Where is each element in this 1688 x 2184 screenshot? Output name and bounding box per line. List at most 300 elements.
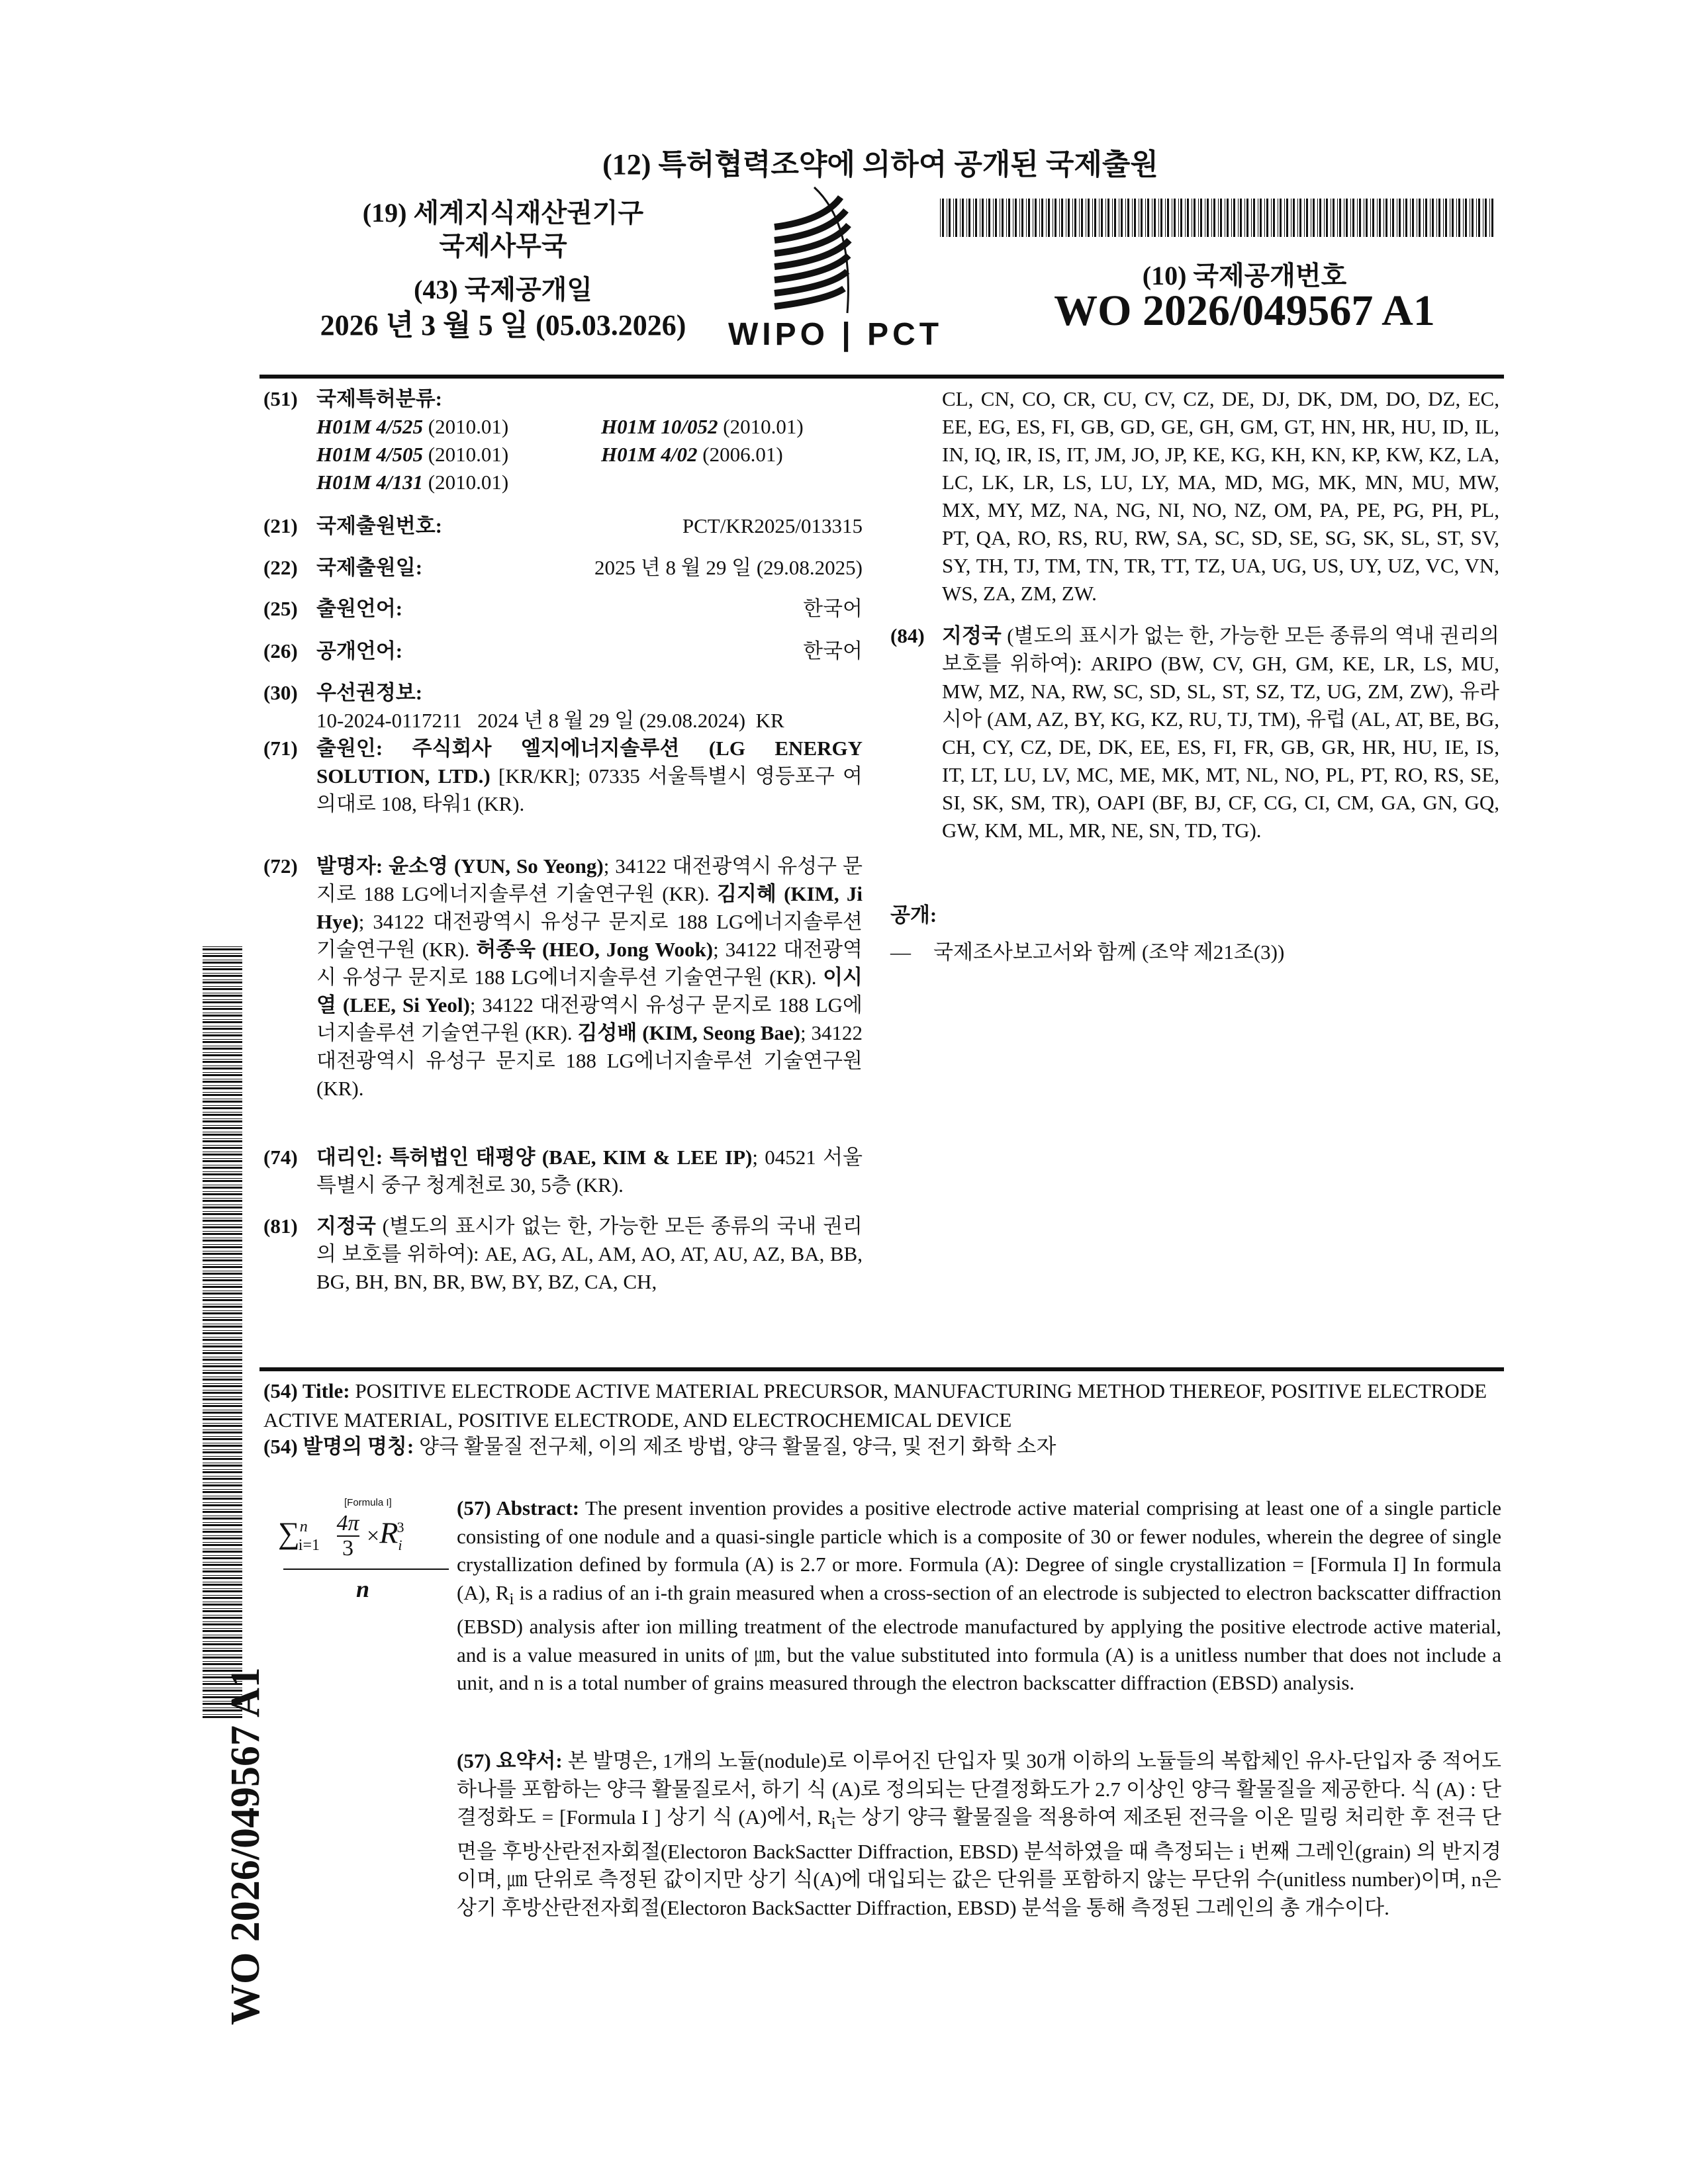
barcode-bar (203, 1630, 242, 1632)
barcode-bar (1145, 199, 1146, 237)
barcode-bar (1339, 199, 1341, 237)
barcode-bar (203, 1425, 242, 1427)
barcode-bar (203, 1551, 242, 1553)
barcode-bar (203, 1482, 242, 1483)
barcode-bar (203, 1293, 242, 1295)
barcode-bar (203, 1458, 242, 1460)
barcode-bar (1324, 199, 1325, 237)
abstract-divider (259, 1367, 1504, 1371)
barcode-bar (203, 1273, 242, 1275)
priority-data: 10-2024-0117211 2024 년 8 월 29 일 (29.08.2024) KR (316, 707, 863, 735)
barcode-bar (203, 1085, 242, 1086)
barcode-bar (1244, 199, 1245, 237)
barcode-bar (203, 1008, 242, 1010)
barcode-bar (203, 1537, 242, 1539)
barcode-bar (203, 1590, 242, 1592)
application-date: 2025 년 8 월 29 일 (29.08.2025) (594, 554, 863, 582)
barcode-bar (203, 1081, 242, 1083)
barcode-bar (1002, 199, 1004, 237)
barcode-bar (1132, 199, 1133, 237)
barcode-bar (986, 199, 987, 237)
designated-states-continued: CL, CN, CO, CR, CU, CV, CZ, DE, DJ, DK, DM, DO, DZ, EC, EE, EG, ES, FI, GB, GD, GE, GH, GM, GT, HN, HR, HU, ID, IL, IN, IQ, IR, IS, IT, JM, JO, JP, KE, KG, KH, KN, KP, KW, KZ, LA, LC, LK, LR, LS, LU, LY, MA, MD, MG, MK, MN, MU, MW, MX, MY, MZ, NA, NG, NI, NO, NZ, OM, PA, PE, PG, PH, PL, PT, QA, RO, RS, RU, RW, SA, SC, SD, SE, SG, SK, SL, ST, SV, SY, TH, TJ, TM, TN, TR, TT, TZ, UA, UG, US, UY, UZ, VC, VN, WS, ZA, ZM, ZW. (890, 385, 1499, 608)
barcode-bar (203, 981, 242, 983)
barcode-bar (203, 1531, 242, 1533)
barcode-bar (1200, 199, 1202, 237)
inventor-name: 이시열 (LEE, Si Yeol) (316, 966, 863, 1017)
barcode-bar (1101, 199, 1103, 237)
barcode-bar (203, 1259, 242, 1261)
barcode-bar (1178, 199, 1179, 237)
barcode-bar (1211, 199, 1212, 237)
document-type-heading: (12) 특허협력조약에 의하여 공개된 국제출원 (0, 140, 1688, 183)
barcode-bar (1233, 199, 1235, 237)
barcode-bar (995, 199, 997, 237)
barcode-bar (203, 1074, 242, 1076)
barcode-bar (203, 1385, 242, 1387)
barcode-bar (203, 1231, 242, 1232)
barcode-bar (203, 1522, 242, 1523)
barcode-bar (1326, 199, 1328, 237)
barcode-bar (203, 1220, 242, 1222)
barcode-bar (1359, 199, 1361, 237)
barcode-bar (203, 1206, 242, 1208)
inventor-name: 김성배 (KIM, Seong Bae) (578, 1021, 800, 1044)
barcode-bar (203, 1006, 242, 1007)
barcode-bar (1240, 199, 1242, 237)
barcode-bar (203, 1332, 242, 1334)
barcode-bar (1253, 199, 1255, 237)
barcode-bar (1088, 199, 1090, 237)
barcode-bar (1489, 199, 1490, 237)
barcode-bar (1180, 199, 1182, 237)
barcode-bar (203, 1105, 242, 1106)
abstract-ko: (57) 요약서: 본 발명은, 1개의 노듈(nodule)로 이루어진 단입자 및 30개 이하의 노듈들의 복합체인 유사-단입자 중 적어도 하나를 포함하는 양극 활물질로서, 하기 식 (A)로 정의되는 단결정화도가 2.7 이상인 양극 활물질을 제공한다. 식 (A) : 단결정화도 = [Formula I ] 상기 식 (A)에서, Ri는 상기 양극 활물질을 적용하여 제조된 전극을 이온 밀링 처리한 후 전극 단면을 후방산란전자회절(Electoron BackSactter Diffraction, EBSD) 분석하였을 때 측정되는 i 번째 그레인(grain) 의 반지경이며, ㎛ 단위로 측정된 값이지만 상기 식(A)에 대입되는 값은 단위를 포함하지 않는 무단위 수(unitless number)이며, n은 상기 후방산란전자회절(Electoron BackSactter Diffraction, EBSD) 분석을 통해 측정된 그레인의 총 개수이다. (457, 1747, 1501, 1922)
barcode-bar (203, 1041, 242, 1043)
barcode-bar (203, 1246, 242, 1248)
barcode-bar (203, 1352, 242, 1354)
barcode-bar (203, 1297, 242, 1298)
barcode-bar (1366, 199, 1368, 237)
barcode-bar (1458, 199, 1460, 237)
barcode-bar (1160, 199, 1162, 237)
barcode-bar (1485, 199, 1487, 237)
barcode-bar (203, 1284, 242, 1285)
barcode-bar (993, 199, 994, 237)
barcode-bar (1436, 199, 1437, 237)
barcode-bar (1390, 199, 1391, 237)
barcode-bar (203, 1610, 242, 1612)
barcode-bar (203, 1562, 242, 1563)
organization-name: (19) 세계지식재산권기구 (318, 196, 688, 230)
barcode-bar (203, 1158, 242, 1159)
inventor-name: 윤소영 (YUN, So Yeong) (389, 854, 604, 878)
barcode-bar (1092, 199, 1093, 237)
barcode-bar (1271, 199, 1272, 237)
barcode-bar (203, 1456, 242, 1457)
barcode-bar (1392, 199, 1394, 237)
agent-name: 특허법인 태평양 (BAE, KIM & LEE IP) (389, 1146, 752, 1169)
barcode-bar (203, 1345, 242, 1347)
barcode-bar (1231, 199, 1232, 237)
barcode-bar (203, 999, 242, 1000)
published-label: 공개: (890, 901, 1499, 929)
barcode-bar (203, 1326, 242, 1328)
barcode-bar (1352, 199, 1354, 237)
barcode-bar (203, 1138, 242, 1139)
barcode-bar (203, 1648, 242, 1649)
ipc-code: H01M 4/131 (2010.01) (316, 469, 601, 496)
wipo-logo-icon (761, 184, 854, 316)
barcode-bar (1280, 199, 1282, 237)
barcode-bar (203, 1617, 242, 1619)
barcode-bar (1213, 199, 1215, 237)
barcode-bar (203, 1266, 242, 1268)
barcode-bar (203, 1608, 242, 1609)
barcode-bar (203, 1604, 242, 1606)
barcode-bar (1048, 199, 1050, 237)
barcode-bar (1174, 199, 1176, 237)
barcode-bar (203, 979, 242, 980)
barcode-bar (203, 1432, 242, 1433)
barcode-bar (203, 1564, 242, 1566)
formula-tag: [Formula I] (344, 1497, 392, 1508)
barcode-bar (203, 1412, 242, 1414)
field-label: 국제출원번호: (316, 512, 442, 540)
barcode-bar (203, 1061, 242, 1063)
applicant-address: [KR/KR]; 07335 서울특별시 영등포구 여의대로 108, 타워1 (KR). (316, 764, 863, 815)
barcode-bar (1346, 199, 1348, 237)
barcode-bar (203, 1337, 242, 1338)
barcode-bar (1379, 199, 1381, 237)
barcode-bar (1445, 199, 1447, 237)
publication-language-section: (26) 공개언어: 한국어 (263, 637, 863, 665)
barcode-bar (203, 1641, 242, 1642)
barcode-bar (203, 1524, 242, 1526)
barcode-bar (203, 1233, 242, 1235)
barcode-bar (203, 1187, 242, 1189)
barcode-bar (203, 1471, 242, 1473)
barcode-bar (1385, 199, 1387, 237)
barcode-bar (203, 1643, 242, 1645)
barcode-bar (203, 1317, 242, 1318)
barcode-bar (1463, 199, 1464, 237)
barcode-bar (203, 1657, 242, 1659)
barcode-bar (203, 1092, 242, 1093)
barcode-bar (203, 1535, 242, 1536)
header-divider (259, 375, 1504, 379)
ipc-section (263, 385, 863, 496)
barcode-bar (203, 968, 242, 970)
barcode-bar (1081, 199, 1083, 237)
barcode-bar (203, 1160, 242, 1162)
title-ko: (54) 발명의 명칭: 양극 활물질 전구체, 이의 제조 방법, 양극 활물질, 양극, 및 전기 화학 소자 (263, 1430, 1056, 1459)
barcode-bar (1304, 199, 1305, 237)
barcode-bar (203, 986, 242, 987)
barcode-bar (1491, 199, 1493, 237)
barcode-bar (203, 1094, 242, 1096)
barcode-bar (203, 1125, 242, 1126)
barcode-bar (203, 1398, 242, 1400)
barcode-bar (203, 1418, 242, 1420)
barcode-bar (203, 1068, 242, 1069)
barcode-bar (203, 1072, 242, 1073)
barcode-bar (203, 1330, 242, 1331)
barcode-bar (955, 199, 957, 237)
vertical-publication-number: WO 2026/049567 A1 (222, 1667, 269, 2025)
barcode-bar (203, 1491, 242, 1493)
barcode-bar (1015, 199, 1017, 237)
barcode-bar (203, 1101, 242, 1103)
barcode-bar (203, 1032, 242, 1033)
published-section: 공개: — 국제조사보고서와 함께 (조약 제21조(3)) (890, 901, 1499, 966)
barcode-bar (1383, 199, 1384, 237)
barcode-bar (1072, 199, 1073, 237)
barcode-bar (1425, 199, 1427, 237)
barcode-bar (1299, 199, 1301, 237)
barcode-bar (942, 199, 944, 237)
barcode-bar (203, 1363, 242, 1364)
barcode-bar (203, 1465, 242, 1467)
applicant-name: 주식회사 엘지에너지솔루션 (LG ENERGY SOLUTION, LTD.) (316, 737, 863, 788)
barcode-bar (203, 1650, 242, 1652)
barcode-bar (1165, 199, 1166, 237)
barcode-bar (203, 1028, 242, 1030)
barcode-bar (203, 1436, 242, 1437)
application-date-section: (22) 국제출원일: 2025 년 8 월 29 일 (29.08.2025) (263, 554, 863, 582)
barcode-bar (203, 1286, 242, 1288)
barcode-bar (1220, 199, 1222, 237)
barcode-bar (203, 1167, 242, 1169)
barcode-bar (1319, 199, 1321, 237)
barcode-bar (203, 1171, 242, 1172)
barcode-bar (1260, 199, 1262, 237)
barcode-bar (203, 1112, 242, 1113)
barcode-bar (203, 962, 242, 964)
barcode-bar (203, 1350, 242, 1351)
barcode-bar (1198, 199, 1199, 237)
barcode-bar (1443, 199, 1444, 237)
barcode-bar (203, 1557, 242, 1559)
title-en: (54) Title: POSITIVE ELECTRODE ACTIVE MATERIAL PRECURSOR, MANUFACTURING METHOD THEREOF, POSITIVE ELECTRODE ACTIVE MATERIAL, POSITIVE ELECTRODE, AND ELECTROCHEMICAL DEVICE (263, 1377, 1501, 1435)
field-label: 공개언어: (316, 637, 402, 665)
barcode-bar (203, 1118, 242, 1119)
barcode-bar (203, 1365, 242, 1367)
barcode-bar (1405, 199, 1407, 237)
field-number: (51) (263, 385, 298, 413)
barcode-bar (1068, 199, 1070, 237)
barcode-bar (1021, 199, 1023, 237)
barcode-bar (1297, 199, 1298, 237)
barcode-bar (203, 1498, 242, 1500)
barcode-bar (982, 199, 984, 237)
barcode-bar (203, 1469, 242, 1470)
barcode-bar (203, 1484, 242, 1486)
barcode-bar (203, 1277, 242, 1278)
barcode-bar (973, 199, 974, 237)
barcode-bar (203, 1264, 242, 1265)
barcode-bar (203, 1343, 242, 1344)
barcode-bar (203, 1145, 242, 1146)
applicant-section: (71) 출원인: 주식회사 엘지에너지솔루션 (LG ENERGY SOLUTION, LTD.) [KR/KR]; 07335 서울특별시 영등포구 여의대로 108, 타워1 (KR). (263, 735, 863, 818)
barcode-bar (203, 1240, 242, 1242)
barcode-bar (203, 1021, 242, 1023)
barcode-bar (203, 955, 242, 957)
barcode-bar (960, 199, 961, 237)
priority-section: (30) 우선권정보: 10-2024-0117211 2024 년 8 월 29 일 (29.08.2024) KR (263, 679, 863, 735)
barcode-bar (1452, 199, 1454, 237)
barcode-bar (1264, 199, 1265, 237)
publication-date: 2026 년 3 월 5 일 (05.03.2026) (291, 308, 715, 343)
barcode-bar (203, 1339, 242, 1341)
barcode-bar (203, 1379, 242, 1381)
ipc-label: 국제특허분류: (316, 385, 863, 413)
designated-states-national: (81) 지정국 (별도의 표시가 없는 한, 가능한 모든 종류의 국내 권리의 보호를 위하여): AE, AG, AL, AM, AO, AT, AU, AZ, BA, BB, BG, BH, BN, BR, BW, BY, BZ, CA, CH, (263, 1212, 863, 1296)
barcode-bar (203, 1661, 242, 1662)
barcode-bar (203, 1257, 242, 1258)
barcode-bar (203, 1034, 242, 1036)
barcode-bar (1114, 199, 1116, 237)
barcode-bar (1456, 199, 1457, 237)
barcode-bar (203, 1372, 242, 1374)
barcode-bar (203, 1476, 242, 1477)
barcode-bar (1127, 199, 1129, 237)
barcode-bar (1207, 199, 1209, 237)
barcode-bar (203, 1048, 242, 1050)
barcode-bar (203, 1213, 242, 1215)
barcode-bar (203, 1193, 242, 1195)
barcode-bar (1059, 199, 1060, 237)
barcode-bar (203, 1383, 242, 1384)
ipc-code: H01M 4/505 (2010.01) (316, 441, 601, 469)
barcode-bar (1147, 199, 1149, 237)
barcode-bar (203, 1570, 242, 1572)
barcode-bar (203, 1120, 242, 1122)
barcode-bar (203, 1370, 242, 1371)
barcode-bar (203, 966, 242, 967)
barcode-bar (1099, 199, 1100, 237)
barcode-bar (962, 199, 964, 237)
barcode-bar (1273, 199, 1275, 237)
barcode-bar (1112, 199, 1113, 237)
barcode-bar (203, 1134, 242, 1136)
barcode-bar (203, 1140, 242, 1142)
barcode-bar (1218, 199, 1219, 237)
barcode-bar (203, 1544, 242, 1546)
barcode-bar (203, 1637, 242, 1639)
barcode-bar (203, 1502, 242, 1503)
barcode-bar (203, 1584, 242, 1586)
inventor-name: 김지혜 (KIM, Ji Hye) (316, 882, 863, 933)
barcode-bar (1185, 199, 1186, 237)
application-number-section: (21) 국제출원번호: PCT/KR2025/013315 (263, 512, 863, 540)
barcode-bar (1158, 199, 1159, 237)
barcode-bar (1154, 199, 1156, 237)
barcode-bar (203, 1509, 242, 1510)
barcode-bar (1432, 199, 1434, 237)
barcode-bar (953, 199, 954, 237)
barcode-bar (1061, 199, 1063, 237)
barcode-bar (966, 199, 967, 237)
agent-address: ; 04521 서울특별시 중구 청계천로 30, 5층 (KR). (316, 1146, 863, 1197)
barcode-bar (203, 1191, 242, 1192)
barcode-bar (1251, 199, 1252, 237)
barcode-bar (203, 1312, 242, 1314)
barcode-bar (1465, 199, 1467, 237)
barcode-bar (203, 988, 242, 990)
barcode-bar (1107, 199, 1109, 237)
barcode-bar (1478, 199, 1480, 237)
barcode-bar (1284, 199, 1285, 237)
barcode-bar (1125, 199, 1126, 237)
barcode-bar (203, 1359, 242, 1361)
barcode-bar (1006, 199, 1007, 237)
barcode-bar (1141, 199, 1143, 237)
barcode-bar (203, 1595, 242, 1596)
barcode-bar (203, 1597, 242, 1599)
barcode-bar (1399, 199, 1401, 237)
barcode-bar (203, 1052, 242, 1053)
barcode-bar (203, 1147, 242, 1149)
barcode-bar (203, 975, 242, 977)
barcode-bar (1227, 199, 1229, 237)
barcode-bar (203, 1279, 242, 1281)
filing-language: 한국어 (803, 595, 863, 623)
barcode-bar (988, 199, 990, 237)
barcode-bar (1306, 199, 1308, 237)
barcode-bar (203, 1039, 242, 1040)
barcode-bar (1350, 199, 1351, 237)
barcode-bar (1423, 199, 1424, 237)
barcode-bar (203, 1416, 242, 1417)
barcode-bar (1041, 199, 1043, 237)
publication-date-label: (43) 국제공개일 (318, 273, 688, 307)
filing-language-section: (25) 출원언어: 한국어 (263, 595, 863, 623)
barcode-bar (949, 199, 951, 237)
barcode-bar (203, 1200, 242, 1202)
barcode-bar (1337, 199, 1338, 237)
barcode-bar (1134, 199, 1136, 237)
barcode-bar (203, 1396, 242, 1397)
barcode-bar (1094, 199, 1096, 237)
barcode-bar (1472, 199, 1474, 237)
barcode-bar (1026, 199, 1027, 237)
field-label: 출원언어: (316, 595, 402, 623)
barcode-bar (203, 1226, 242, 1228)
barcode-bar (203, 1628, 242, 1629)
barcode-bar (1419, 199, 1421, 237)
barcode-bar (203, 1623, 242, 1625)
barcode-bar (203, 1127, 242, 1129)
barcode-bar (203, 1423, 242, 1424)
barcode-bar (203, 1511, 242, 1513)
barcode-bar (203, 1575, 242, 1576)
barcode-bar (1286, 199, 1288, 237)
barcode-bar (1008, 199, 1010, 237)
barcode-bar (203, 1107, 242, 1109)
barcode-bar (203, 948, 242, 950)
barcode-bar (1079, 199, 1080, 237)
published-item: 국제조사보고서와 함께 (조약 제21조(3)) (933, 940, 1284, 964)
barcode-bar (203, 1211, 242, 1212)
barcode-bar (203, 1114, 242, 1116)
barcode-bar (1357, 199, 1358, 237)
barcode-bar (1412, 199, 1414, 237)
barcode-bar (1438, 199, 1440, 237)
barcode-bar (203, 1478, 242, 1480)
barcode-bar (1266, 199, 1268, 237)
inventors-section: (72) 발명자: 윤소영 (YUN, So Yeong); 34122 대전광역시 유성구 문지로 188 LG에너지솔루션 기술연구원 (KR). 김지혜 (KIM, Ji Hye); 34122 대전광역시 유성구 문지로 188 LG에너지솔루션 기술연구원 (KR). 허종욱 (HEO, Jong Wook); 34122 대전광역시 유성구 문지로 188 LG에너지솔루션 기술연구원 (KR). 이시열 (LEE, Si Yeol); 34122 대전광역시 유성구 문지로 188 LG에너지솔루션 기술연구원 (KR). 김성배 (KIM, Seong Bae); 34122 대전광역시 유성구 문지로 188 LG에너지솔루션 기술연구원 (KR). (263, 852, 863, 1103)
barcode-bar (203, 1445, 242, 1447)
